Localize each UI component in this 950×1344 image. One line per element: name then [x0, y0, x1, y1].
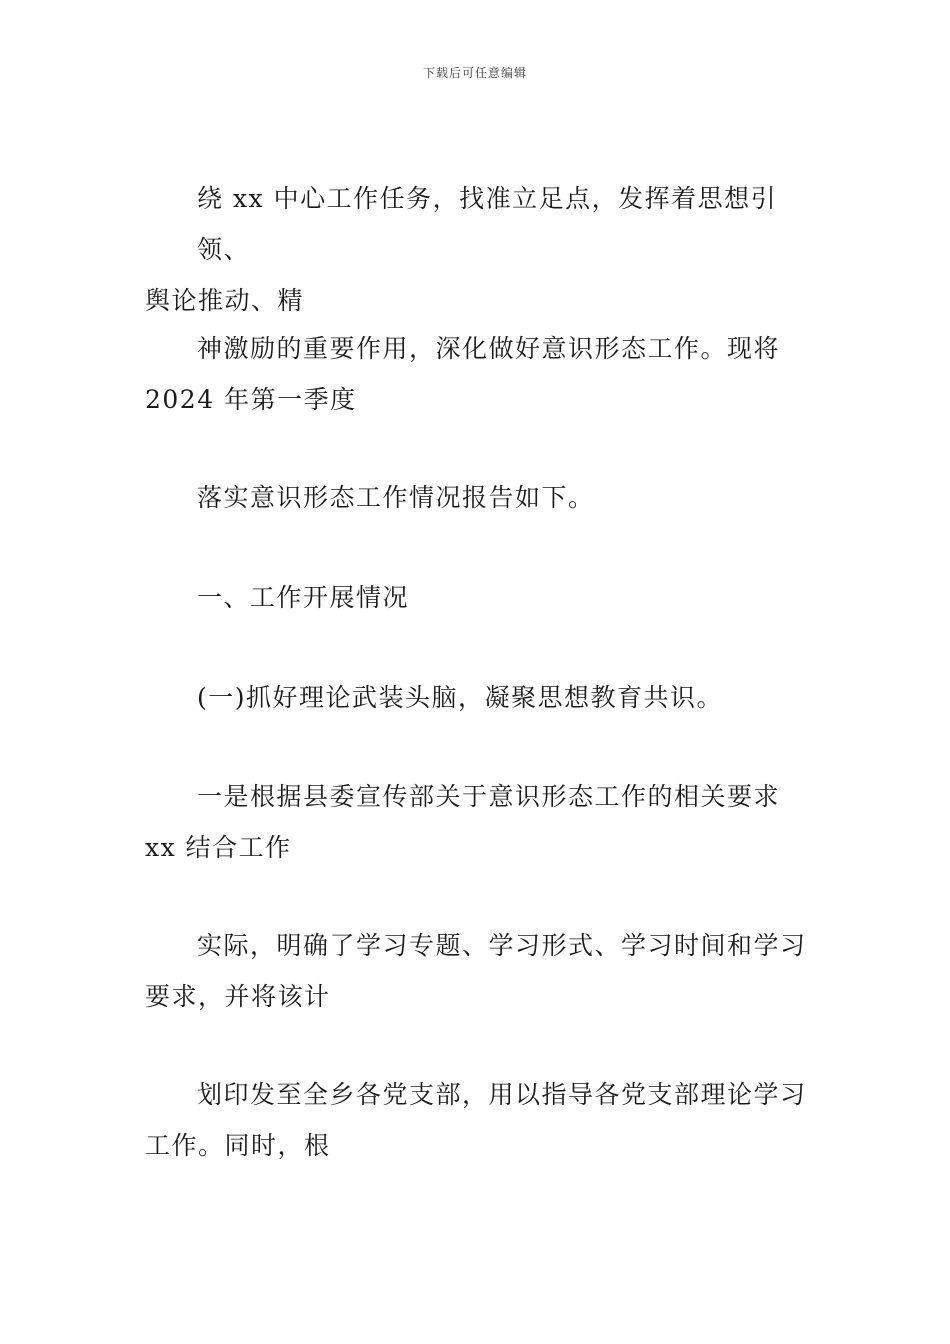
heading-line: 一、工作开展情况: [197, 583, 410, 612]
paragraph-line: 绕 xx 中心工作任务，找准立足点，发挥着思想引领、: [197, 184, 778, 264]
section-heading: [145, 572, 825, 623]
subsection-heading: [145, 672, 825, 723]
paragraph-line: 舆论推动、精: [145, 286, 305, 315]
paragraph-line: 要求，并将该计: [145, 982, 331, 1011]
page-header: 下载后可任意编辑: [422, 66, 527, 80]
paragraph-line: 一是根据县委宣传部关于意识形态工作的相关要求: [197, 782, 781, 811]
paragraph-line: 划印发至全乡各党支部，用以指导各党支部理论学习: [197, 1080, 807, 1109]
paragraph: [145, 771, 825, 873]
paragraph: [145, 323, 825, 425]
paragraph-line: 2024 年第一季度: [145, 385, 357, 414]
paragraph: [145, 920, 825, 1022]
paragraph: [145, 1069, 825, 1171]
paragraph: [145, 173, 825, 326]
paragraph-line: 神激励的重要作用，深化做好意识形态工作。现将: [197, 334, 781, 363]
heading-line: (一)抓好理论武装头脑，凝聚思想教育共识。: [197, 683, 724, 712]
paragraph: [145, 472, 825, 523]
paragraph-line: xx 结合工作: [145, 833, 292, 862]
paragraph-line: 实际，明确了学习专题、学习形式、学习时间和学习: [197, 931, 807, 960]
paragraph-line: 工作。同时，根: [145, 1131, 331, 1160]
paragraph-line: 落实意识形态工作情况报告如下。: [197, 483, 595, 512]
